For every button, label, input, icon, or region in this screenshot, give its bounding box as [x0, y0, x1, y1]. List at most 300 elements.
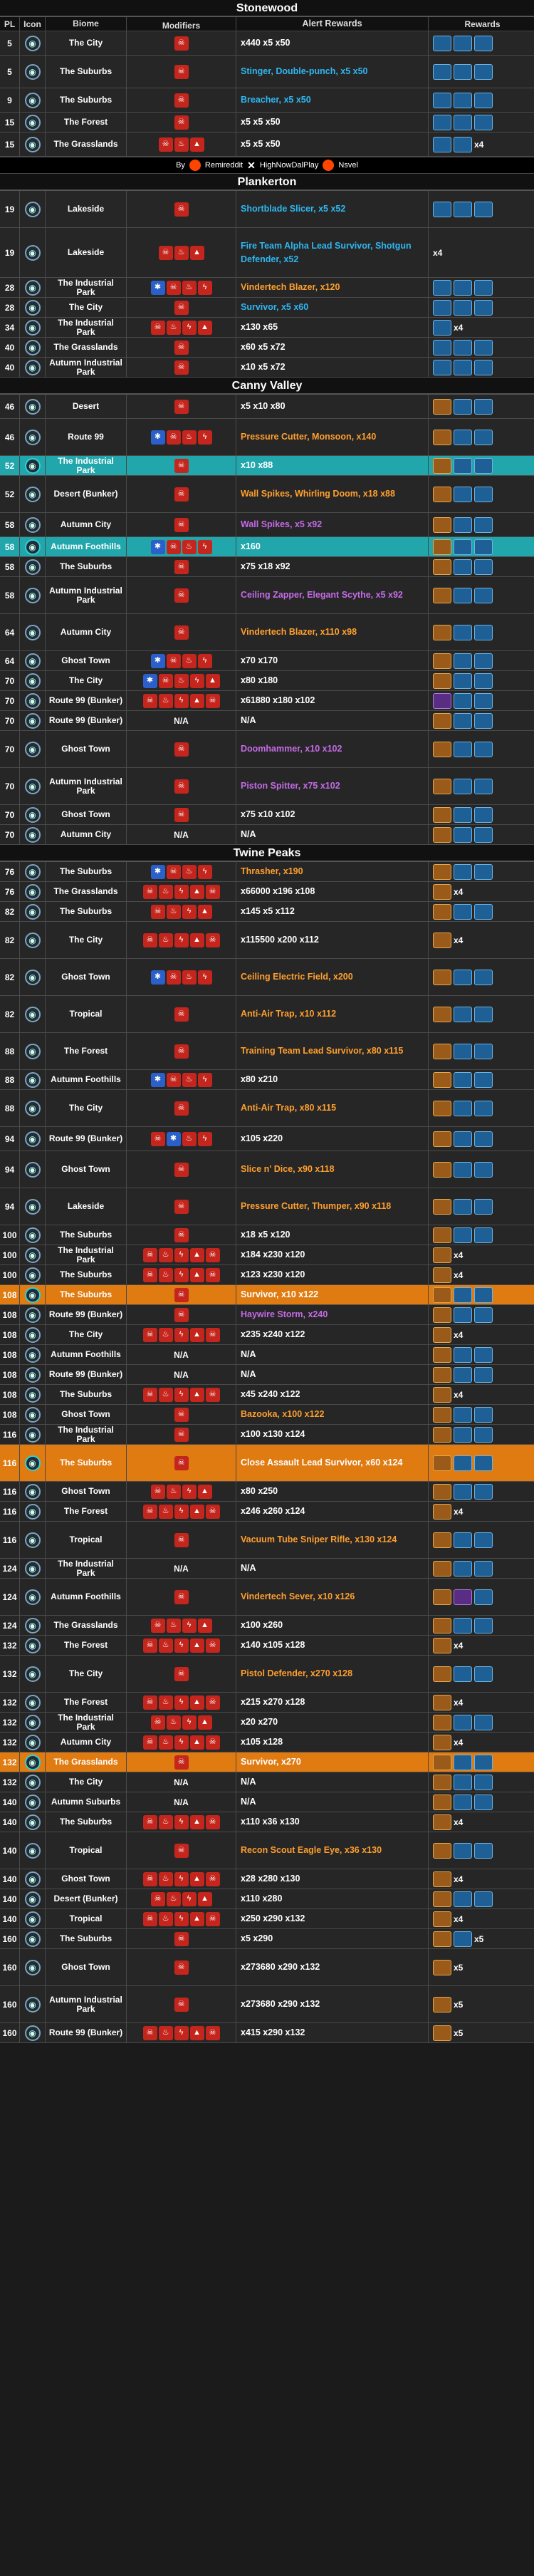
rewards-cell	[429, 456, 534, 475]
fire-modifier-icon: ♨	[167, 1715, 181, 1730]
modifiers-cell	[127, 922, 236, 958]
reward-icon	[433, 1638, 451, 1653]
mission-type-icon: ◉	[25, 1532, 41, 1548]
reward-icon	[433, 1695, 451, 1710]
reward-icon	[454, 693, 472, 709]
mission-type-icon-cell	[20, 1325, 46, 1344]
reward-icon	[454, 970, 472, 985]
mission-type-icon-cell	[20, 228, 46, 277]
modifiers-cell	[127, 31, 236, 55]
reward-icon	[474, 1227, 493, 1243]
mission-type-icon-cell	[20, 1929, 46, 1948]
power-level: 82	[0, 902, 20, 921]
mission-type-icon: ◉	[25, 360, 41, 375]
skull-modifier-icon: ☠	[174, 588, 189, 603]
bolt-modifier-icon: ϟ	[174, 1248, 189, 1262]
table-row	[0, 1832, 534, 1869]
reward-icon	[454, 115, 472, 130]
reward-icon	[433, 1072, 451, 1088]
power-level: 140	[0, 1889, 20, 1908]
reward-icon	[433, 320, 451, 336]
mission-type-icon-cell	[20, 731, 46, 767]
fire-modifier-icon: ♨	[174, 674, 189, 688]
reward-count: x5	[454, 2027, 464, 2038]
reward-icon	[474, 1843, 493, 1859]
modifiers-cell	[127, 1265, 236, 1284]
mission-type-icon-cell	[20, 395, 46, 418]
column-header-biome: Biome	[46, 17, 127, 31]
mission-type-icon: ◉	[25, 933, 41, 948]
power-level: 116	[0, 1425, 20, 1444]
alert-rewards-text: x145 x5 x112	[241, 906, 295, 916]
modifiers-cell	[127, 805, 236, 824]
reward-icon	[474, 1755, 493, 1770]
mission-type-icon: ◉	[25, 1638, 41, 1653]
power-level: 58	[0, 557, 20, 576]
reward-icon	[474, 202, 493, 217]
rewards-cell	[429, 1909, 534, 1928]
table-row	[0, 1929, 534, 1949]
table-row	[0, 1579, 534, 1616]
skull-modifier-icon: ☠	[206, 933, 220, 947]
alert-rewards	[236, 1245, 429, 1264]
rewards-cell	[429, 731, 534, 767]
alert-rewards-text: Survivor, x5 x60	[241, 302, 309, 312]
biome-name: Route 99 (Bunker)	[46, 1305, 127, 1324]
reward-icon	[433, 779, 451, 794]
reward-icon	[454, 1044, 472, 1059]
rewards-cell	[429, 1225, 534, 1245]
biome-name: Ghost Town	[46, 1482, 127, 1501]
biome-name: Route 99 (Bunker)	[46, 691, 127, 710]
modifiers-cell	[127, 1365, 236, 1384]
bolt-modifier-icon: ϟ	[198, 430, 212, 445]
mission-type-icon-cell	[20, 1713, 46, 1732]
mission-type-icon-cell	[20, 805, 46, 824]
skull-modifier-icon: ☠	[206, 1268, 220, 1282]
biome-name: The City	[46, 1656, 127, 1692]
mission-type-icon: ◉	[25, 430, 41, 445]
boot-modifier-icon: ▲	[190, 2026, 204, 2040]
table-row	[0, 1752, 534, 1772]
rewards-cell	[429, 338, 534, 357]
mission-type-icon-cell	[20, 456, 46, 475]
table-row	[0, 557, 534, 577]
modifiers-cell	[127, 338, 236, 357]
alert-rewards-text: x110 x280	[241, 1894, 283, 1904]
mission-type-icon: ◉	[25, 1287, 41, 1303]
rewards-cell	[429, 1832, 534, 1869]
boot-modifier-icon: ▲	[190, 1268, 204, 1282]
alert-rewards	[236, 805, 429, 824]
reward-icon	[433, 1532, 451, 1548]
mission-type-icon: ◉	[25, 884, 41, 900]
reward-icon	[474, 1367, 493, 1383]
reward-icon	[433, 458, 451, 474]
rewards-cell	[429, 1949, 534, 1985]
alert-rewards-text: N/A	[241, 1777, 256, 1787]
modifiers-cell	[127, 2023, 236, 2042]
alert-rewards	[236, 1070, 429, 1089]
rewards-cell	[429, 1151, 534, 1188]
modifiers-cell	[127, 1869, 236, 1889]
reward-icon	[474, 1891, 493, 1907]
table-row	[0, 318, 534, 338]
reward-icon	[433, 884, 451, 900]
reddit-icon	[189, 160, 201, 171]
modifiers-cell	[127, 1693, 236, 1712]
power-level: 108	[0, 1385, 20, 1404]
table-row	[0, 1090, 534, 1127]
fire-modifier-icon: ♨	[182, 1132, 197, 1146]
fire-modifier-icon: ♨	[159, 1695, 173, 1710]
biome-name: The City	[46, 671, 127, 690]
reward-icon	[474, 1561, 493, 1577]
column-header-modifiers: Modifiers	[127, 17, 236, 31]
alert-rewards-text: Survivor, x270	[241, 1757, 301, 1767]
alert-rewards	[236, 1752, 429, 1772]
skull-modifier-icon: ☠	[174, 202, 189, 217]
mission-type-icon: ◉	[25, 1589, 41, 1605]
mission-type-icon: ◉	[25, 1044, 41, 1059]
fire-modifier-icon: ♨	[159, 1248, 173, 1262]
power-level: 15	[0, 133, 20, 156]
power-level: 132	[0, 1693, 20, 1712]
mission-type-icon-cell	[20, 476, 46, 512]
modifiers-cell	[127, 358, 236, 377]
skull-modifier-icon: ☠	[174, 65, 189, 79]
skull-modifier-icon: ☠	[174, 400, 189, 414]
mission-type-icon-cell	[20, 1832, 46, 1869]
skull-modifier-icon: ☠	[174, 115, 189, 130]
table-row	[0, 671, 534, 691]
mission-type-icon-cell	[20, 1482, 46, 1501]
reward-icon	[433, 430, 451, 445]
biome-name: Autumn City	[46, 825, 127, 844]
table-row	[0, 1522, 534, 1559]
alert-rewards	[236, 731, 429, 767]
modifiers-cell	[127, 1151, 236, 1188]
biome-name: Tropical	[46, 1909, 127, 1928]
mission-type-icon: ◉	[25, 1715, 41, 1730]
alert-rewards	[236, 1909, 429, 1928]
bolt-modifier-icon: ϟ	[182, 1715, 197, 1730]
rewards-cell	[429, 318, 534, 337]
reward-icon	[454, 458, 472, 474]
biome-name: The Grasslands	[46, 1752, 127, 1772]
modifiers-cell	[127, 1188, 236, 1225]
reward-icon	[454, 904, 472, 920]
mission-type-icon: ◉	[25, 1775, 41, 1790]
rewards-cell	[429, 671, 534, 690]
table-row	[0, 1909, 534, 1929]
reward-icon	[454, 559, 472, 575]
reward-icon	[433, 1484, 451, 1500]
biome-name: The Industrial Park	[46, 1425, 127, 1444]
reward-icon	[474, 864, 493, 880]
alert-rewards-text: Bazooka, x100 x122	[241, 1409, 325, 1419]
skull-modifier-icon: ☠	[167, 540, 181, 554]
biome-name: Autumn Foothills	[46, 1345, 127, 1364]
biome-name: The Suburbs	[46, 1445, 127, 1481]
fire-modifier-icon: ♨	[159, 1638, 173, 1653]
reward-icon	[433, 93, 451, 108]
skull-modifier-icon: ☠	[206, 1248, 220, 1262]
b-modifier-icon: ✱	[151, 430, 165, 445]
power-level: 116	[0, 1502, 20, 1521]
power-level: 100	[0, 1265, 20, 1284]
alert-rewards-text: x5 x5 x50	[241, 117, 281, 127]
power-level: 88	[0, 1090, 20, 1126]
alert-rewards-text: x45 x240 x122	[241, 1389, 300, 1399]
biome-name: Autumn Industrial Park	[46, 768, 127, 804]
reward-icon	[454, 1532, 472, 1548]
reward-icon	[454, 1931, 472, 1947]
alert-rewards-text: x60 x5 x72	[241, 342, 286, 352]
fire-modifier-icon: ♨	[159, 1872, 173, 1886]
reward-icon	[474, 1427, 493, 1443]
alert-rewards-text: x10 x88	[241, 460, 273, 470]
skull-modifier-icon: ☠	[174, 808, 189, 822]
reward-icon	[454, 430, 472, 445]
b-modifier-icon: ✱	[151, 540, 165, 554]
mission-type-icon-cell	[20, 1889, 46, 1908]
reward-icon	[454, 1131, 472, 1147]
alert-rewards	[236, 1425, 429, 1444]
rewards-cell	[429, 1345, 534, 1364]
table-row	[0, 614, 534, 651]
reward-icon	[454, 539, 472, 555]
reward-icon	[454, 864, 472, 880]
reward-icon	[474, 93, 493, 108]
bolt-modifier-icon: ϟ	[198, 1073, 212, 1087]
reward-icon	[474, 713, 493, 729]
reward-icon	[474, 827, 493, 843]
biome-name: The City	[46, 1772, 127, 1792]
modifiers-cell	[127, 395, 236, 418]
table-row	[0, 1225, 534, 1245]
boot-modifier-icon: ▲	[190, 246, 204, 260]
skull-modifier-icon: ☠	[174, 1408, 189, 1422]
reward-icon	[433, 1911, 451, 1927]
alert-rewards	[236, 825, 429, 844]
power-level: 70	[0, 731, 20, 767]
alert-rewards	[236, 1225, 429, 1245]
table-row	[0, 338, 534, 358]
reward-count: x5	[454, 1962, 464, 1973]
rewards-cell	[429, 1305, 534, 1324]
alert-rewards	[236, 419, 429, 455]
reward-icon	[433, 202, 451, 217]
modifiers-cell	[127, 133, 236, 156]
column-header-icon: Icon	[20, 17, 46, 31]
mission-type-icon: ◉	[25, 1484, 41, 1500]
reward-icon	[454, 1589, 472, 1605]
biome-name: Route 99 (Bunker)	[46, 2023, 127, 2042]
reward-icon	[474, 807, 493, 823]
alert-rewards-text: x105 x128	[241, 1737, 283, 1747]
power-level: 82	[0, 922, 20, 958]
reward-icon	[474, 300, 493, 316]
reward-icon	[474, 115, 493, 130]
alert-rewards-text: x80 x210	[241, 1074, 278, 1084]
reward-icon	[433, 64, 451, 80]
b-modifier-icon: ✱	[167, 1132, 181, 1146]
biome-name: Ghost Town	[46, 651, 127, 670]
table-row	[0, 768, 534, 805]
bolt-modifier-icon: ϟ	[198, 654, 212, 668]
alert-rewards	[236, 191, 429, 227]
reward-icon	[433, 399, 451, 415]
reward-icon	[433, 1327, 451, 1343]
reward-icon	[433, 1162, 451, 1178]
skull-modifier-icon: ☠	[143, 694, 157, 708]
alert-rewards	[236, 113, 429, 132]
table-row	[0, 1772, 534, 1792]
table-row	[0, 298, 534, 318]
biome-name: Ghost Town	[46, 1405, 127, 1424]
power-level: 94	[0, 1151, 20, 1188]
alert-rewards	[236, 1889, 429, 1908]
rewards-cell	[429, 278, 534, 297]
reward-icon	[433, 1795, 451, 1810]
bolt-modifier-icon: ϟ	[174, 1912, 189, 1926]
reward-icon	[454, 1455, 472, 1471]
biome-name: Autumn Foothills	[46, 1579, 127, 1615]
reward-icon	[454, 1715, 472, 1730]
alert-rewards-text: Pressure Cutter, Thumper, x90 x118	[241, 1201, 392, 1211]
alert-rewards	[236, 1656, 429, 1692]
table-row	[0, 882, 534, 902]
rewards-cell	[429, 1502, 534, 1521]
bolt-modifier-icon: ϟ	[174, 1328, 189, 1342]
reward-count: x4	[454, 1250, 464, 1260]
reward-icon	[454, 1795, 472, 1810]
reward-icon	[454, 1407, 472, 1423]
rewards-cell	[429, 1365, 534, 1384]
mission-type-icon: ◉	[25, 1871, 41, 1887]
reward-icon	[474, 673, 493, 689]
reward-icon	[454, 202, 472, 217]
biome-name: Autumn Foothills	[46, 1070, 127, 1089]
table-row	[0, 395, 534, 419]
reward-count: x4	[454, 1874, 464, 1884]
bolt-modifier-icon: ϟ	[174, 1638, 189, 1653]
mission-type-icon-cell	[20, 191, 46, 227]
modifiers-cell	[127, 1522, 236, 1558]
rewards-cell	[429, 1188, 534, 1225]
biome-name: The Suburbs	[46, 1385, 127, 1404]
biome-name: The Industrial Park	[46, 278, 127, 297]
rewards-cell	[429, 1869, 534, 1889]
modifiers-cell	[127, 1425, 236, 1444]
skull-modifier-icon: ☠	[174, 301, 189, 315]
skull-modifier-icon: ☠	[206, 1695, 220, 1710]
rewards-cell	[429, 1385, 534, 1404]
skull-modifier-icon: ☠	[143, 1505, 157, 1519]
table-row	[0, 1656, 534, 1693]
table-row	[0, 113, 534, 133]
alert-rewards-text: x75 x10 x102	[241, 809, 295, 819]
reward-icon	[433, 1307, 451, 1323]
power-level: 108	[0, 1325, 20, 1344]
reward-icon	[474, 1287, 493, 1303]
modifiers-cell	[127, 88, 236, 112]
rewards-cell	[429, 191, 534, 227]
reward-icon	[433, 933, 451, 948]
alert-rewards-text: Vindertech Sever, x10 x126	[241, 1591, 355, 1601]
skull-modifier-icon: ☠	[167, 1073, 181, 1087]
alert-rewards	[236, 959, 429, 995]
modifiers-cell	[127, 577, 236, 613]
alert-rewards-text: Ceiling Electric Field, x200	[241, 972, 353, 982]
alert-rewards	[236, 1305, 429, 1324]
alert-rewards-text: Breacher, x5 x50	[241, 95, 311, 105]
bolt-modifier-icon: ϟ	[174, 1815, 189, 1829]
skull-modifier-icon: ☠	[174, 36, 189, 51]
rewards-cell	[429, 1616, 534, 1635]
mission-type-icon: ◉	[25, 1072, 41, 1088]
biome-name: Lakeside	[46, 228, 127, 277]
reward-icon	[454, 340, 472, 355]
modifiers-cell	[127, 1616, 236, 1635]
power-level: 140	[0, 1909, 20, 1928]
mission-type-icon: ◉	[25, 1455, 41, 1471]
skull-modifier-icon: ☠	[167, 430, 181, 445]
modifiers-cell	[127, 882, 236, 901]
reward-count: x4	[454, 1269, 464, 1280]
alert-rewards	[236, 1693, 429, 1712]
rewards-cell	[429, 1425, 534, 1444]
reward-icon	[454, 1891, 472, 1907]
mission-type-icon: ◉	[25, 1960, 41, 1975]
skull-modifier-icon: ☠	[151, 905, 165, 919]
fire-modifier-icon: ♨	[159, 1388, 173, 1402]
table-row	[0, 1559, 534, 1579]
alert-rewards	[236, 1949, 429, 1985]
mission-type-icon: ◉	[25, 653, 41, 669]
table-row	[0, 1405, 534, 1425]
power-level: 70	[0, 825, 20, 844]
power-level: 132	[0, 1752, 20, 1772]
boot-modifier-icon: ▲	[190, 1815, 204, 1829]
modifiers-cell	[127, 456, 236, 475]
alert-rewards	[236, 456, 429, 475]
reward-icon	[433, 280, 451, 296]
skull-modifier-icon: ☠	[159, 137, 173, 152]
alert-rewards	[236, 691, 429, 710]
skull-modifier-icon: ☠	[206, 1872, 220, 1886]
credit-name-3: Nsvel	[338, 161, 358, 170]
table-row	[0, 56, 534, 88]
reward-icon	[433, 1387, 451, 1403]
power-level: 64	[0, 614, 20, 650]
reward-icon	[454, 1072, 472, 1088]
reward-icon	[454, 713, 472, 729]
mission-type-icon: ◉	[25, 1695, 41, 1710]
rewards-cell	[429, 1445, 534, 1481]
skull-modifier-icon: ☠	[143, 933, 157, 947]
biome-name: The Forest	[46, 1502, 127, 1521]
boot-modifier-icon: ▲	[190, 1248, 204, 1262]
biome-name: The Grasslands	[46, 338, 127, 357]
section-title: Twine Peaks	[0, 845, 534, 862]
alert-rewards-text: Haywire Storm, x240	[241, 1309, 328, 1319]
mission-type-icon: ◉	[25, 1891, 41, 1907]
mission-type-icon: ◉	[25, 1227, 41, 1243]
alert-rewards	[236, 395, 429, 418]
alert-rewards-text: Pressure Cutter, Monsoon, x140	[241, 432, 377, 442]
